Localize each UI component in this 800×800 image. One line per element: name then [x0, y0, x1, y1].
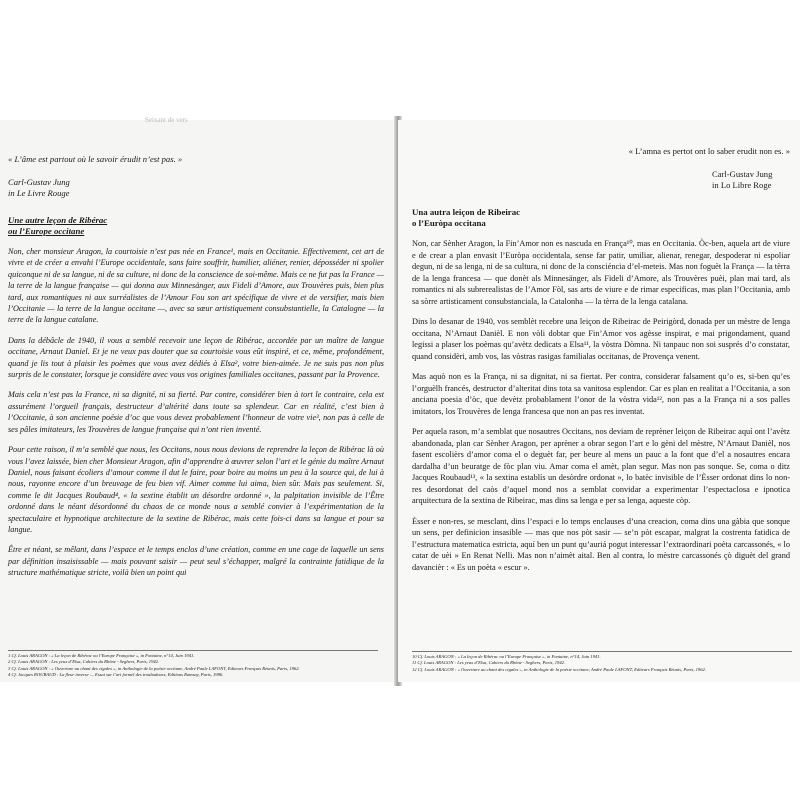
right-footnotes [412, 651, 792, 673]
left-footnote: 4 Cf. Jacques ROUBAUD : La fleur inverse — Essai sur l’art formel des troubadours, Editions Ramsay, Paris, 1986. [8, 672, 224, 678]
right-paragraph: Non, car Sènher Aragon, la Fin’Amor non es nascuda en França¹⁰, mas en Occitania. Òc-ben, aquela art de viure e de crear a plan envasit l’Euròpa occidentala, sense far patir, umiliar, alienar, renegar, despoderar ni espoliar degun, ni de sa lenga, ni de sa cultura, ni donc de la consciéncia d’el-meteis. Mas non foguèt la França — la tèrra de la lenga francesa — que donèt als Minnesänger, als Fideli d’Amore, als Trouvères puèi, plan mai tard, als romantics ni als subrerealistas de l’Amor Fòl, sas arts de viure e de rimar especificas, mas plan l’Occitania, amb sa sòrre artisticament consubstanciala, la Catalonha — la tèrra de la lenga catalana. [412, 239, 790, 306]
left-footnote: 3 Cf. Louis ARAGON : « Ouverture au chant des cigales », in Anthologie de la poésie occitane, André Paule LAFONT, Editeurs Français Réunis, Paris, 1962. [8, 665, 300, 671]
right-section-title [412, 207, 790, 229]
right-title-line-1: Una autra leiçon de Ribeirac [412, 207, 520, 217]
left-attribution [8, 177, 384, 199]
right-footnote: 12 Cf. Louis ARAGON : « Ouverture au chant des cigales », in Anthologie de la poésie occitane, André Paule LAFONT, Editeurs Français Réunis, Paris, 1962. [412, 666, 706, 672]
left-paragraph: Non, cher monsieur Aragon, la courtoisie n’est pas née en France¹, mais en Occitanie. Effectivement, cet art de vivre et de créer a envahi l’Europe occidentale, sans faire souffrir, humilier, aliéner, renier, déposséder ni spolier quiconque ni de sa langue, ni de sa culture, ni donc de la conscience de soi-même. Mais ce ne fut pas la France — la terre de la langue française — qui donna aux Minnesänger, aux Fideli d’Amore, aux Trouvères puis, bien plus tard, aux romantiques ni aux surréalistes de l’Amour Fou son art spécifique de vivre et de versifier, mais bien l’Occitanie — la terre de la langue occitane —, avec sa sœur artistiquement consubstantielle, la Catalogne — la terre de la langue catalane. [8, 247, 384, 325]
left-footnotes [8, 650, 378, 679]
left-paragraph: Mais cela n’est pas la France, ni sa dignité, ni sa fierté. Par contre, considérer bien à tort le contraire, cela est assurément l’orgueil français, destructeur d’altérité dans toute sa splendeur. Car en réalité, c’est bien à l’Occitanie, à son ancienne poésie d’oc que vous devez probablement l’honneur de votre vie³, non pas à celle de ses pâles imitateurs, les Trouvères de langue française qui n’ont rien inventé. [8, 390, 384, 434]
right-footnote: 10 Cf. Louis ARAGON : « La leçon de Ribérac ou l’Europe Française », in Fontaine, n°14, Juin 1941. [412, 654, 601, 659]
right-title-line-2: o l’Euròpa occitana [412, 218, 486, 228]
right-paragraph: Èsser e non-res, se mesclant, dins l’espaci e lo temps enclauses d’una creacion, coma dins una gàbia que sonque un sens, per definicion insasible — mas que nos pòt sasir — se’n pòt escapar, malgrat la costrenta fatidica de l’estructura matematica estricta, aquí ben un punt qu’auriá pogut interessar l’extraordinari poèta carcassonés, « lo catar de uèi » En Renat Nelli. Mas non n’aimèt aital. Ben al contra, lo mèstre carcassonés çò diguèt del grand davancièr : « Es un poèta « escur ». [412, 516, 790, 572]
left-footnote: 2 Cf. Louis ARAGON : Les yeux d’Elsa, Cahiers du Rhône - Seghers, Paris, 1942. [8, 659, 160, 665]
right-attribution [712, 169, 790, 191]
left-paragraph: Être et néant, se mêlant, dans l’espace et le temps enclos d’une création, comme en une cage de laquelle un sens par définition insaisissable — mais pouvant saisir — peut seul s’échapper, malgré la contrainte fatidique de la structure mathématique stricte, voilà bien un point qui [8, 545, 384, 578]
right-page-content [412, 146, 790, 581]
left-attribution-source: in Le Livre Rouge [8, 188, 70, 198]
right-epigraph: « L’amna es pertot ont lo saber erudit non es. » [628, 146, 790, 156]
right-paragraph: Mas aquò non es la França, ni sa dignitat, ni sa fiertat. Per contra, considerar falsament qu’o es, si-ben qu’es l’orguèlh francés, destructor d’alteritat dins tota sa vanitosa esplendor. Car es plan en realitat a l’Occitania, a son anciana poesia d’òc, que devètz probablament l’onor de la vòstra vida¹², non pas a la França ni a sos palles imitators, los Trouvères de lenga francesa que non an pas res inventat. [412, 372, 790, 416]
right-paragraph: Per aquela rason, m’a semblat que nosautres Occitans, nos deviam de reprèner leiçon de Ribeirac aquí ont l’avètz abandonada, plan car Sènher Aragon, per aprèner a obrar segon l’art e lo gèni del mèstre, N’Arnaut Danièl, nos fasent escolièrs d’amor coma el o deguèt far, per beure al mens un pauc a la font que d’el a nosautres encara dardalha d’un beuratge de fòc plan viu. Amar coma el amèt, plan segur. Mas non pas sonque. Se, coma o ditz Jacques Roubaud¹³, « la sextina establís un desòrdre ordonat », lo batèc invisible de l’Èsser ordonat dins lo non-res desordonat del caòs d’aquel mond nos a semblat convidar a experimentar l’espectaclosa e ipnotica arquitectura de la sextina de Ribeirac, mas dins sa lenga e per sa lenga, aqueste còp. [412, 427, 790, 505]
left-attribution-name: Carl-Gustav Jung [8, 177, 70, 187]
right-attribution-source: in Lo Libre Roge [712, 180, 772, 190]
left-page-french [0, 120, 396, 682]
right-attribution-name: Carl-Gustav Jung [712, 169, 773, 179]
left-paragraph: Dans la débâcle de 1940, il vous a semblé recevoir une leçon de Ribérac, accordée par un maître de langue occitane, Arnaut Daniel. Et je ne veux pas douter que sa courtoisie vous eût inspiré, et ce, même, profondément, quand je lis tout à plaisir les poèmes que vous avez dédiés à Elsa², votre bien-aimée. Je ne suis pas non plus surpris de le constater, lorsque je considère avec vous vos origines familiales occitanes, passant par la Provence. [8, 335, 384, 380]
right-footnote: 11 Cf. Louis ARAGON : Les yeux d’Elsa, Cahiers du Rhône - Seghers, Paris, 1942. [412, 660, 566, 666]
left-epigraph: « L’âme est partout où le savoir érudit n’est pas. » [8, 154, 183, 164]
left-footnote: 1 Cf. Louis ARAGON : « La leçon de Ribérac ou l’Europe Française », in Fontaine, n°14, Juin 1941. [8, 653, 195, 658]
right-paragraph: Dins lo desanar de 1940, vos semblèt recebre una leiçon de Ribeirac de Peirigòrd, donada per un mèstre de lenga occitana, N’Arnaut Danièl. E non vòli dobtar que Fin’Amor vos agèsse inspirat, e mai prigondament, quand legissi a plaser los poèmas qu’avètz dedicats a Elsa¹¹, la vòstra Dòmna. Ni tanpauc non soi susprés d’o constatar, quand considèri, amb vos, las vòstras rasigas familialas occitanas, de Provença venent. [412, 317, 790, 361]
running-head: Seixant de vers [145, 116, 188, 124]
left-paragraph: Pour cette raison, il m’a semblé que nous, les Occitans, nous nous devions de reprendre la leçon de Ribérac là où vous l’avez laissée, bien cher Monsieur Aragon, afin d’apprendre à œuvrer selon l’art et le génie du maître Arnaut Daniel, nous faisant écoliers d’amour comme il dut le faire, pour boire au moins un peu à la source qui, de lui à nous, rayonne encore d’un breuvage de feu bien vif. Aimer comme lui aima, bien sûr. Mais pas seulement. Si, comme le dit Jacques Roubaud⁴, « la sextine établit un désordre ordonné », la palpitation invisible de l’Être ordonné dans le néant désordonné du chaos de ce monde nous a semblé convier à l’expérimentation de la spectaculaire et hypnotique architecture de la sextine de Ribérac, mais cette fois-ci dans sa langue et pour sa langue. [8, 445, 384, 534]
right-page-occitan [398, 120, 800, 682]
left-section-title [8, 215, 384, 237]
left-title-line-2: ou l’Europe occitane [8, 226, 85, 236]
left-page-content [8, 154, 384, 587]
left-title-line-1: Une autre leçon de Ribérac [8, 215, 108, 225]
